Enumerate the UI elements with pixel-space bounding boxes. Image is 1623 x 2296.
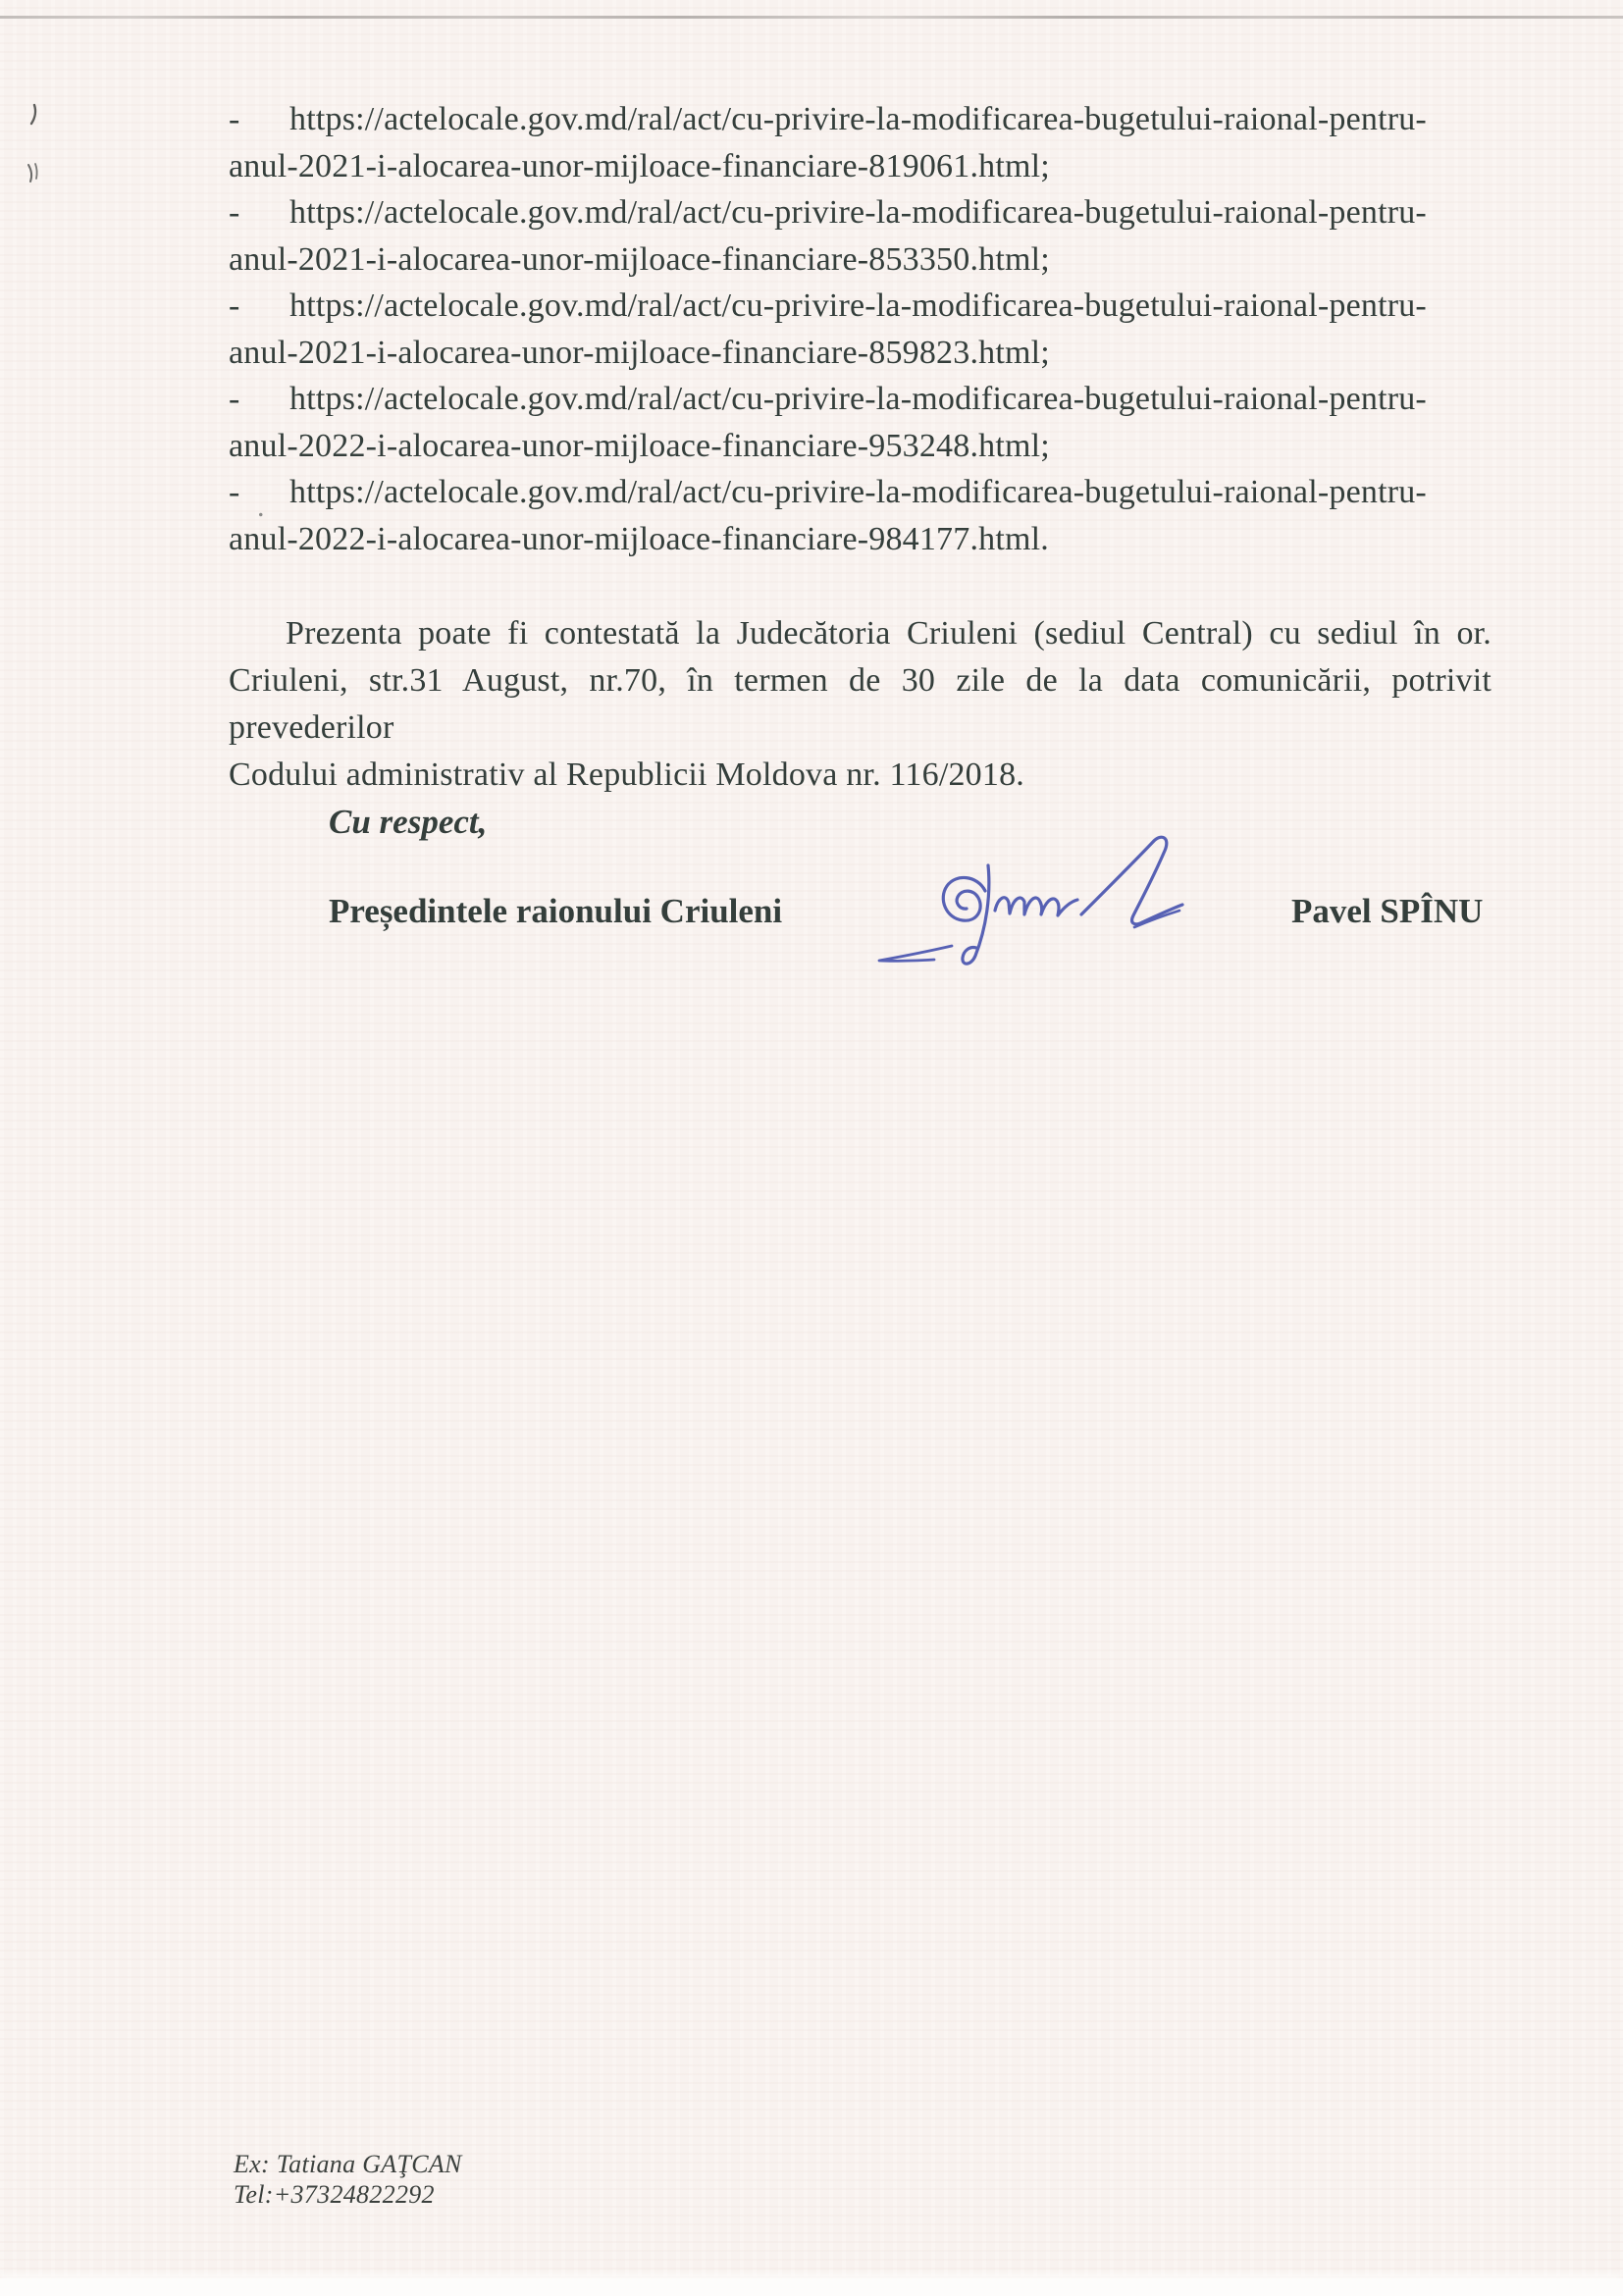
signer-name: Pavel SPÎNU: [1291, 892, 1484, 930]
list-item-marker: -: [229, 474, 240, 510]
url-text: anul-2022-i-alocarea-unor-mijloace-financiare-953248.html;: [229, 427, 1050, 464]
executor-note: Ex: Tatiana GAŢCAN: [234, 2150, 462, 2178]
list-item: [229, 189, 1504, 283]
url-text: https://actelocale.gov.md/ral/act/cu-privire-la-modificarea-bugetului-raional-pentru-: [289, 101, 1427, 137]
closing-salutation: Cu respect,: [329, 803, 488, 841]
stray-dot-artifact: .: [257, 491, 265, 523]
url-text: anul-2022-i-alocarea-unor-mijloace-financiare-984177.html.: [229, 520, 1050, 557]
url-text: https://actelocale.gov.md/ral/act/cu-privire-la-modificarea-bugetului-raional-pentru-: [289, 287, 1427, 324]
list-item: [229, 283, 1504, 376]
list-item: [229, 96, 1504, 189]
executor-phone: Tel:+37324822292: [234, 2180, 435, 2209]
signer-title: Președintele raionului Criuleni: [329, 892, 783, 930]
footer: [234, 2149, 462, 2210]
url-text: anul-2021-i-alocarea-unor-mijloace-financiare-819061.html;: [229, 147, 1050, 184]
scan-top-edge-line: [0, 16, 1623, 19]
url-list: [229, 96, 1504, 562]
url-text: https://actelocale.gov.md/ral/act/cu-privire-la-modificarea-bugetului-raional-pentru-: [289, 381, 1427, 417]
pen-mark: [24, 161, 43, 186]
url-text: https://actelocale.gov.md/ral/act/cu-privire-la-modificarea-bugetului-raional-pentru-: [289, 474, 1427, 510]
list-item-marker: -: [229, 381, 240, 417]
url-text: anul-2021-i-alocarea-unor-mijloace-financiare-859823.html;: [229, 334, 1050, 371]
url-text: anul-2021-i-alocarea-unor-mijloace-financiare-853350.html;: [229, 240, 1050, 278]
url-text: https://actelocale.gov.md/ral/act/cu-privire-la-modificarea-bugetului-raional-pentru-: [289, 194, 1427, 231]
list-item-marker: -: [229, 194, 240, 231]
paragraph-line: Codului administrativ al Republicii Moldova nr. 116/2018.: [229, 757, 1024, 793]
list-item-marker: -: [229, 287, 240, 324]
list-item: [229, 376, 1504, 469]
list-item-marker: -: [229, 101, 240, 137]
paragraph-line: Criuleni, str.31 August, nr.70, în termen de 30 zile de la data comunicării, potrivit prevederilor: [229, 662, 1492, 746]
legal-notice-paragraph: [229, 610, 1492, 799]
pen-mark: [27, 102, 41, 128]
paragraph-line: Prezenta poate fi contestată la Judecătoria Criuleni (sediul Central) cu sediul în or.: [286, 615, 1492, 652]
list-item: [229, 469, 1504, 562]
handwritten-signature: [856, 832, 1189, 979]
scan-bottom-edge: [0, 2278, 1623, 2296]
